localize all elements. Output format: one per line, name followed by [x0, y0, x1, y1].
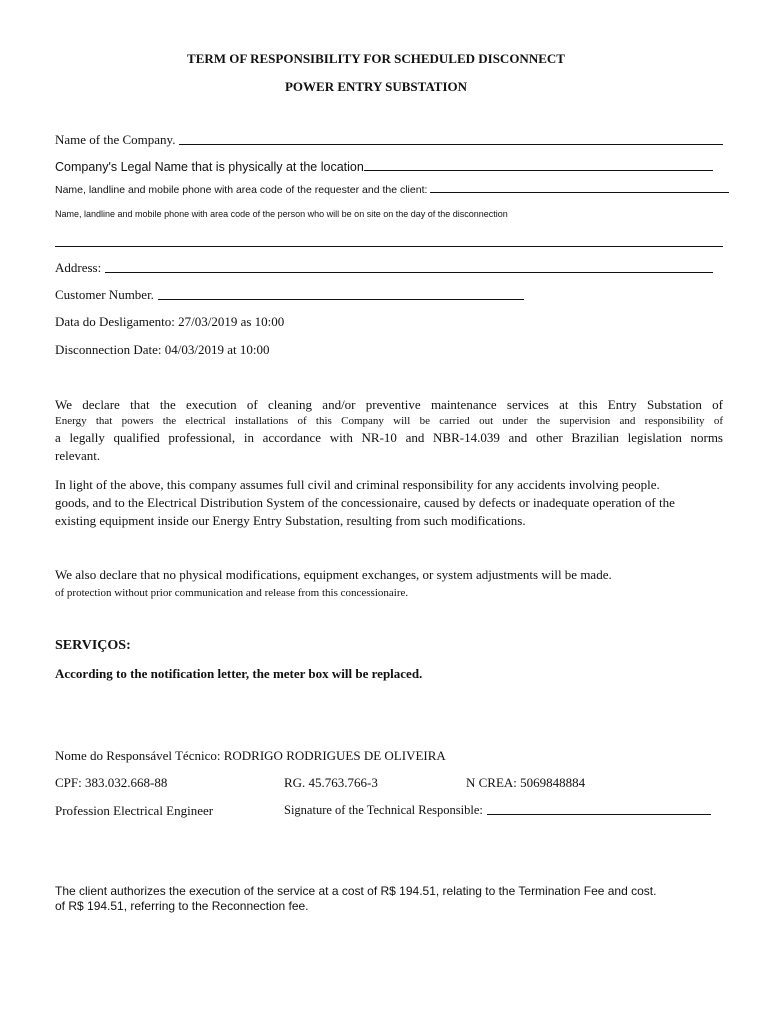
company-name-label: Name of the Company.	[55, 132, 176, 147]
declaration-line-1: We declare that the execution of cleaning and/or preventive maintenance services at this Entry Substation of	[55, 397, 723, 412]
signature-label: Signature of the Technical Responsible:	[284, 803, 483, 817]
footer-line-1: The client authorizes the execution of the service at a cost of R$ 194.51, relating to the Termination Fee and cost.	[55, 884, 657, 898]
document-title: TERM OF RESPONSIBILITY FOR SCHEDULED DISCONNECT	[187, 51, 565, 66]
onsite-person-line[interactable]	[55, 246, 723, 247]
legal-name-field[interactable]	[55, 160, 713, 174]
document-subtitle: POWER ENTRY SUBSTATION	[284, 79, 468, 94]
declaration-line-2: Energy that powers the electrical installations of this Company will be carried out under the supervision and responsibility of	[55, 415, 723, 427]
technician-crea: N CREA: 5069848884	[466, 775, 586, 790]
technician-profession: Profession Electrical Engineer	[55, 803, 214, 818]
services-text: According to the notification letter, the meter box will be replaced.	[55, 666, 423, 681]
company-name-field[interactable]	[55, 132, 723, 148]
company-name-line	[179, 144, 723, 145]
footer-line-2: of R$ 194.51, referring to the Reconnection fee.	[55, 899, 309, 913]
address-line	[105, 272, 713, 273]
declaration-paragraph	[55, 396, 723, 465]
signature-field[interactable]	[284, 803, 711, 818]
responsibility-paragraph	[55, 476, 723, 530]
requester-line	[430, 192, 729, 193]
legal-name-label: Company's Legal Name that is physically at the location	[55, 160, 364, 174]
technician-rg: RG. 45.763.766-3	[284, 775, 378, 790]
declaration-line-4: relevant.	[55, 448, 101, 463]
also-line-2: of protection without prior communication and release from this concessionaire.	[55, 587, 409, 599]
responsibility-line-3: existing equipment inside our Energy Entry Substation, resulting from such modifications.	[55, 513, 526, 528]
legal-name-line	[364, 170, 713, 171]
signature-line	[487, 814, 711, 815]
customer-number-field[interactable]	[55, 287, 524, 303]
technician-cpf: CPF: 383.032.668-88	[55, 775, 168, 790]
responsibility-line-2: goods, and to the Electrical Distribution System of the concessionaire, caused by defects or inadequate operation of the	[55, 495, 675, 510]
customer-number-line	[158, 299, 524, 300]
data-desligamento: Data do Desligamento: 27/03/2019 as 10:00	[55, 314, 285, 329]
onsite-person-label: Name, landline and mobile phone with area code of the person who will be on site on the day of the disconnection	[55, 209, 508, 219]
technician-name: Nome do Responsável Técnico: RODRIGO RODRIGUES DE OLIVEIRA	[55, 748, 446, 763]
also-declare-paragraph	[55, 566, 723, 602]
disconnection-date: Disconnection Date: 04/03/2019 at 10:00	[55, 342, 270, 357]
declaration-line-3: a legally qualified professional, in accordance with NR-10 and NBR-14.039 and other Brazilian legislation norms	[55, 430, 723, 445]
also-line-1: We also declare that no physical modifications, equipment exchanges, or system adjustments will be made.	[55, 567, 612, 582]
requester-field[interactable]	[55, 184, 729, 196]
address-label: Address:	[55, 260, 102, 275]
address-field[interactable]	[55, 260, 713, 276]
customer-number-label: Customer Number.	[55, 287, 154, 302]
services-heading: SERVIÇOS:	[55, 638, 131, 653]
requester-label: Name, landline and mobile phone with area code of the requester and the client:	[55, 184, 428, 196]
responsibility-line-1: In light of the above, this company assumes full civil and criminal responsibility for any accidents involving people.	[55, 477, 660, 492]
footer-paragraph	[55, 884, 656, 914]
